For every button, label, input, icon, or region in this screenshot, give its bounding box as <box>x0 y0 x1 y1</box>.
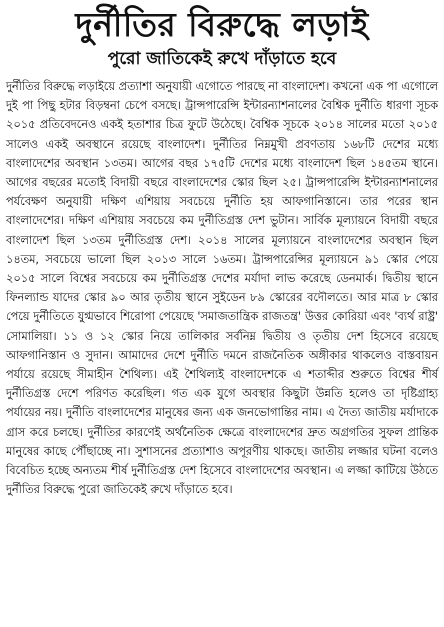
article-paragraph: দুর্নীতির বিরুদ্ধে লড়াইয়ে প্রত্যাশা অনুযায়ী এগোতে পারছে না বাংলাদেশ। কখনো এক পা এগোলে দুই পা পিছু হটার বিড়ম্বনা চেপে বসছে। ট্রান্সপারেন্সি ইন্টারন্যাশনালের বৈশ্বিক দুর্নীতি ধারণা সূচক ২০১৫ প্রতিবেদনেও একই হতাশার চিত্র ফুটে উঠেছে। বৈশ্বিক সূচকে ২০১৪ সালের মতো ২০১৫ সালেও একই অবস্থানে রয়েছে বাংলাদেশ। দুর্নীতির নিম্নমুখী প্রবণতায় ১৬৮টি দেশের মধ্যে বাংলাদেশের অবস্থান ১৩তম। আগের বছর ১৭৫টি দেশের মধ্যে বাংলাদেশ ছিল ১৪৫তম স্থানে। আগের বছরের মতোই বিদায়ী বছরে বাংলাদেশের স্কোর ছিল ২৫। ট্রান্সপারেন্সি ইন্টারন্যাশনালের পর্যবেক্ষণ অনুযায়ী দক্ষিণ এশিয়ায় সবচেয়ে দুর্নীতি হয় আফগানিস্তানে। তার পরের স্থান বাংলাদেশের। দক্ষিণ এশিয়ায় সবচেয়ে কম দুর্নীতিগ্রস্ত দেশ ভুটান। সার্বিক মূল্যায়নে বিদায়ী বছরে বাংলাদেশ ছিল ১৩তম দুর্নীতিগ্রস্ত দেশ। ২০১৪ সালের মূল্যায়নে বাংলাদেশের অবস্থান ছিল ১৪তম, সবচেয়ে ভালো ছিল ২০১৩ সালে ১৬তম। ট্রান্সপারেন্সির মূল্যায়নে ৯১ স্কোর পেয়ে ২০১৫ সালে বিশ্বের সবচেয়ে কম দুর্নীতিগ্রস্ত দেশের মর্যাদা লাভ করেছে ডেনমার্ক। দ্বিতীয় স্থানে ফিনল্যান্ড যাদের স্কোর ৯০ আর তৃতীয় স্থানে সুইডেন ৮৯ স্কোরের বদৌলতে। আর মাত্র ৮ স্কোর পেয়ে দুর্নীতিতে যুগ্মভাবে শিরোপা পেয়েছে 'সমাজতান্ত্রিক রাজতন্ত্র' উত্তর কোরিয়া এবং 'ব্যর্থ রাষ্ট্র' সোমালিয়া। ১১ ও ১২ স্কোর নিয়ে তালিকার সর্বনিম্ন দ্বিতীয় ও তৃতীয় দেশ হিসেবে রয়েছে আফগানিস্তান ও সুদান। আমাদের দেশে দুর্নীতি দমনে রাজনৈতিক অঙ্গীকার থাকলেও বাস্তবায়ন পর্যায়ে রয়েছে সীমাহীন শৈথিল্য। এই শৈথিল্যই বাংলাদেশকে এ শতাব্দীর শুরুতে বিশ্বের শীর্ষ দুর্নীতিগ্রস্ত দেশে পরিণত করেছিল। গত এক যুগে অবস্থার কিছুটা উন্নতি হলেও তা দৃষ্টিগ্রাহ্য পর্যায়ের নয়। দুর্নীতি বাংলাদেশের মানুষের জন্য এক জনভোগান্তির নাম। এ দৈত্য জাতীয় মর্যাদাকে গ্রাস করে চলছে। দুর্নীতির কারণেই অর্থনৈতিক ক্ষেত্রে বাংলাদেশের দ্রুত অগ্রগতির সুফল প্রান্তিক মানুষের কাছে পৌঁছাচ্ছে না। সুশাসনের প্রত্যাশাও অপূরণীয় থাকছে। জাতীয় লজ্জার ঘটনা বলেও বিবেচিত হচ্ছে অন্যতম শীর্ষ দুর্নীতিগ্রস্ত দেশ হিসেবে বাংলাদেশের অবস্থান। এ লজ্জা কাটিয়ে উঠতে দুর্নীতির বিরুদ্ধে পুরো জাতিকেই রুখে দাঁড়াতে হবে। <box>6 80 438 497</box>
subheadline: পুরো জাতিকেই রুখে দাঁড়াতে হবে <box>107 49 337 69</box>
headline: দুর্নীতির বিরুদ্ধে লড়াই <box>75 5 369 44</box>
article-body <box>6 77 438 499</box>
